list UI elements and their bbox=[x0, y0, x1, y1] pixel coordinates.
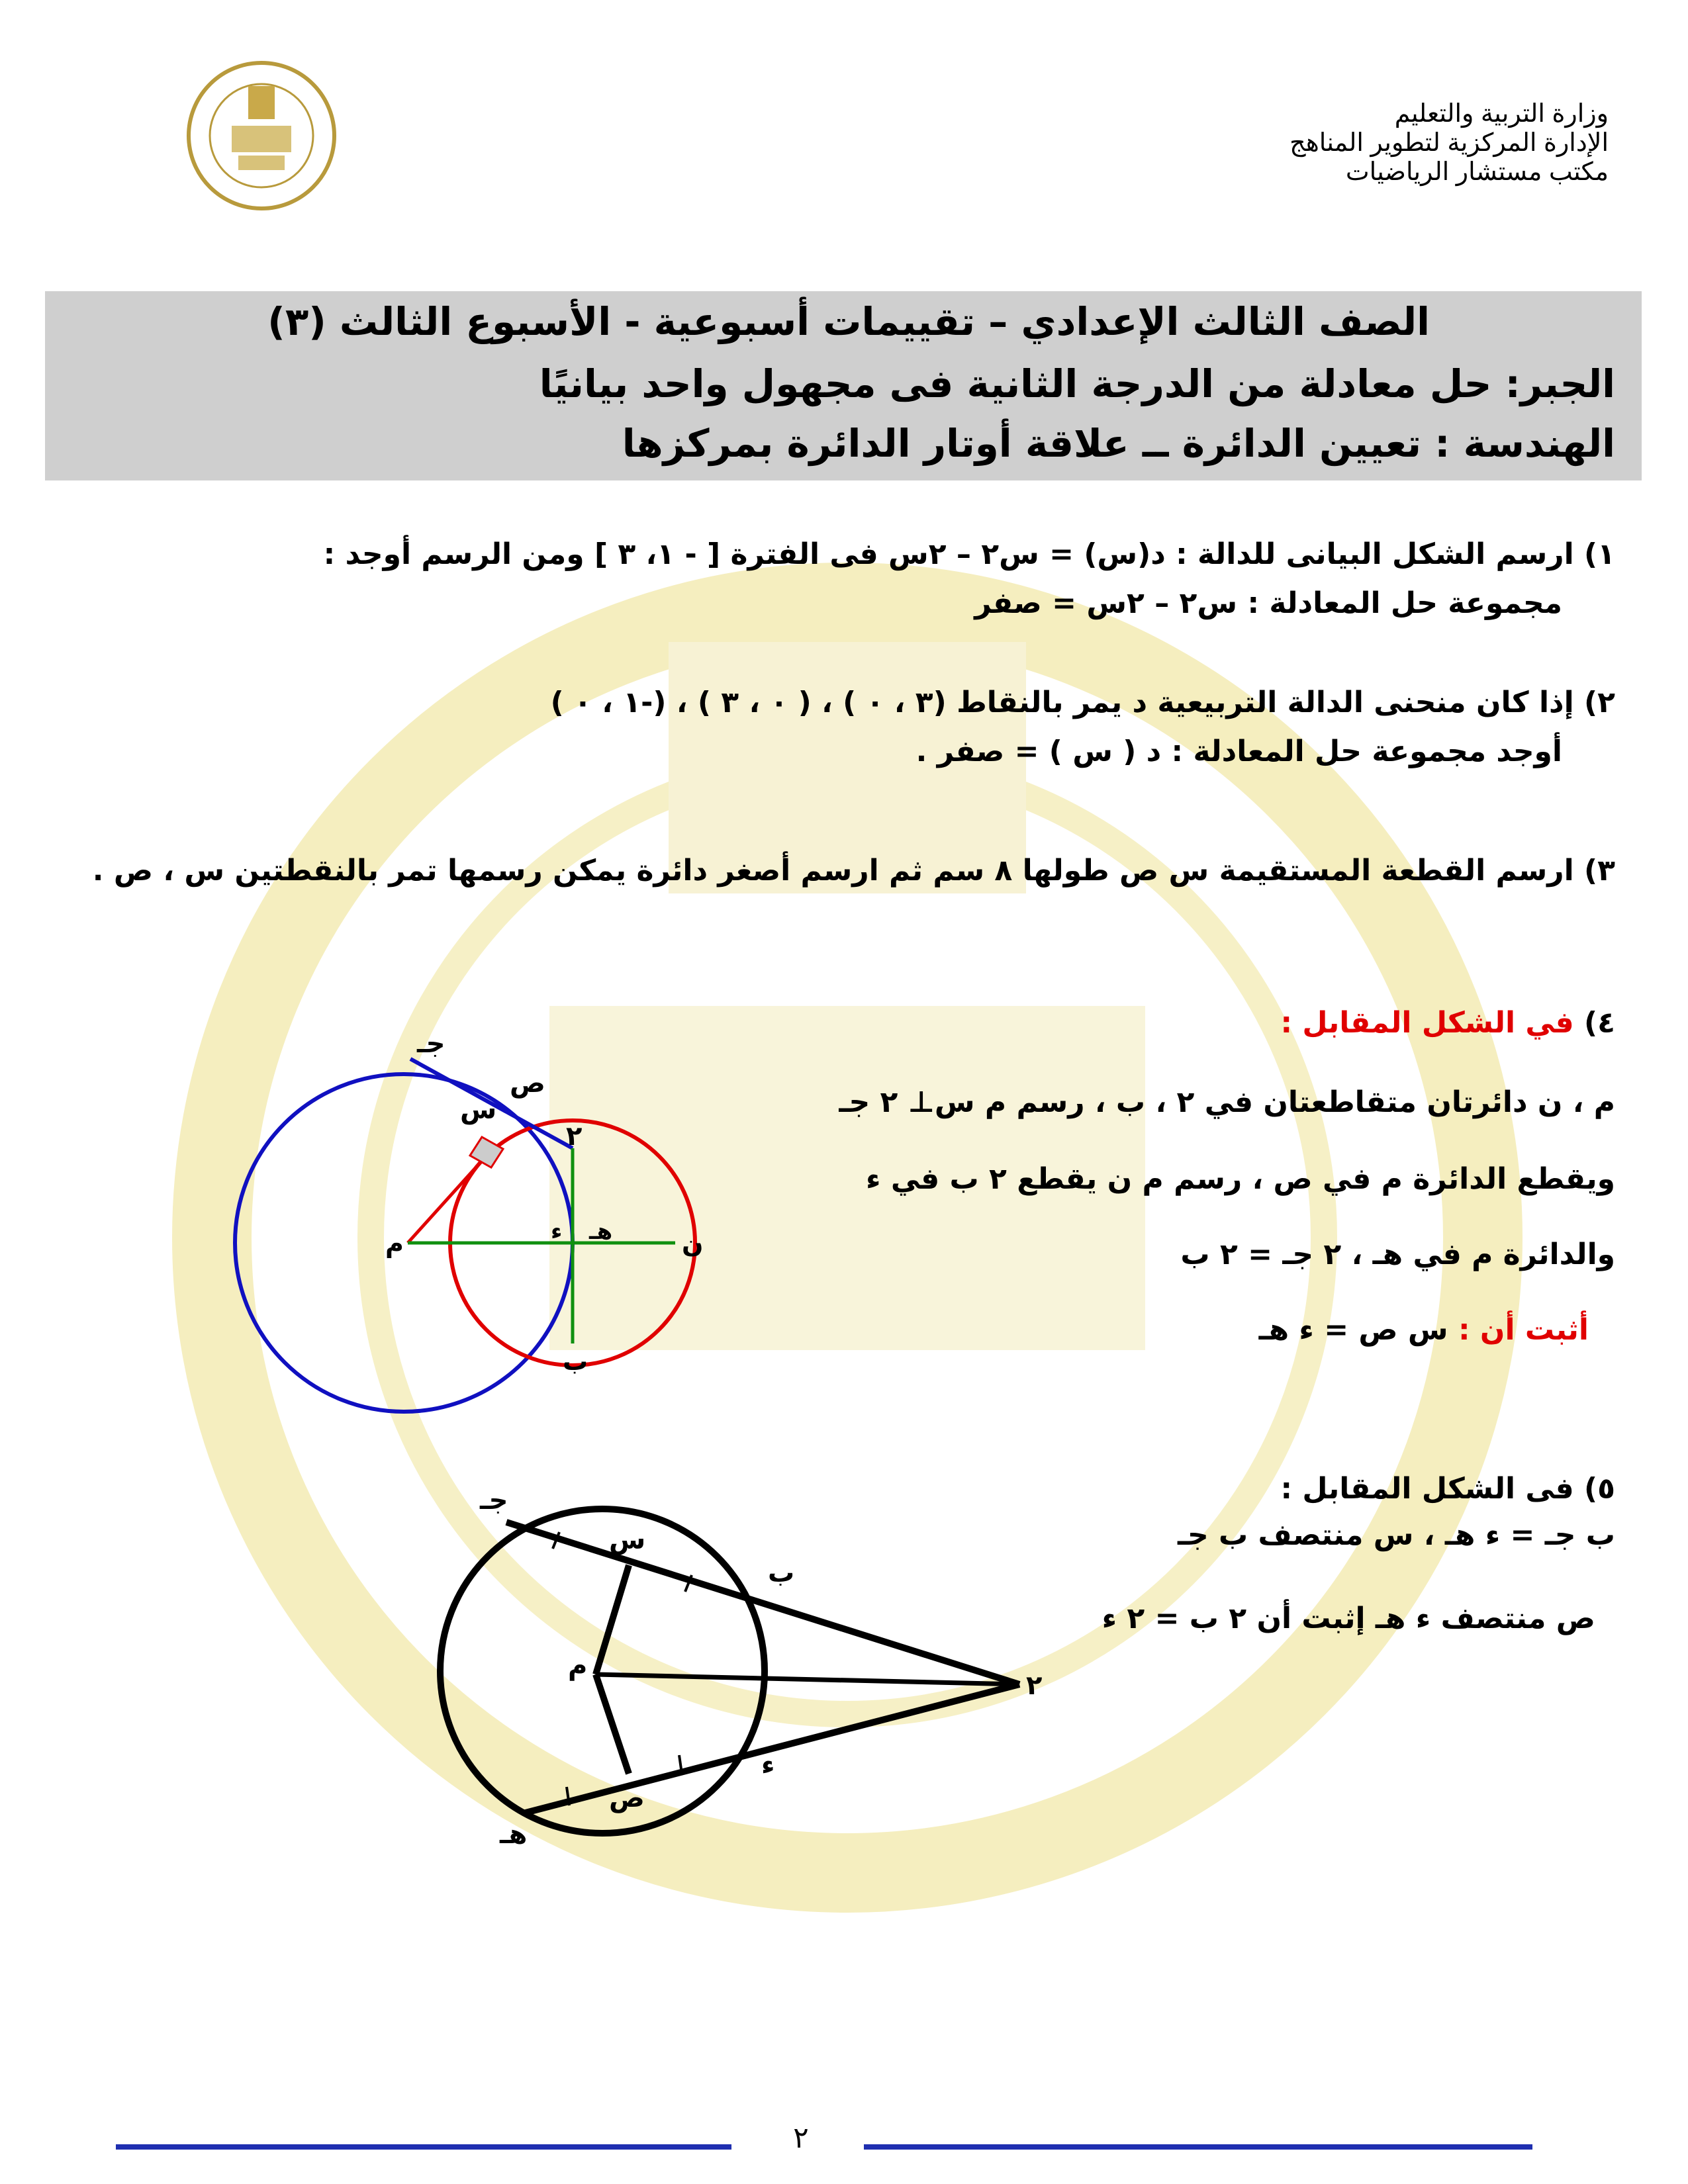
figure-5-circle bbox=[410, 1482, 1112, 1853]
page-number: ٢ bbox=[793, 2121, 809, 2155]
q4-heading bbox=[1281, 1006, 1616, 1040]
label-s-top: ص bbox=[510, 1068, 545, 1099]
line-ma bbox=[596, 1674, 1019, 1684]
ministry-line-3: مكتب مستشار الرياضيات bbox=[1345, 158, 1609, 186]
title-line-3: الهندسة : تعيين الدائرة ــ علاقة أوتار الدائرة بمركزها bbox=[622, 421, 1615, 466]
secant-ah bbox=[523, 1684, 1019, 1813]
q5-heading: ٥) فى الشكل المقابل : bbox=[1280, 1472, 1615, 1506]
ministry-logo-icon bbox=[185, 60, 338, 212]
label5-a: ٢ bbox=[1026, 1670, 1043, 1701]
ministry-header bbox=[1013, 99, 1609, 187]
q2-line-2: أوجد مجموعة حل المعادلة : د ( س ) = صفر . bbox=[915, 735, 1562, 768]
title-line-2: الجبر: حل معادلة من الدرجة الثانية فى مجهول واحد بيانيًا bbox=[539, 361, 1615, 406]
title-band bbox=[45, 291, 1642, 480]
label5-p: ص bbox=[609, 1783, 645, 1813]
label5-s: س bbox=[609, 1525, 646, 1555]
footer-line-right bbox=[864, 2144, 1532, 2150]
footer-line-left bbox=[116, 2144, 731, 2150]
figure-4-circles bbox=[218, 1032, 814, 1443]
q1-line-2: مجموعة حل المعادلة : س٢ – ٢س = صفر bbox=[974, 586, 1562, 620]
label5-b: ب bbox=[768, 1558, 795, 1588]
label5-m: م bbox=[568, 1651, 588, 1681]
ministry-line-1: وزارة التربية والتعليم bbox=[1394, 100, 1609, 128]
q4-line-3: والدائرة م في هـ ، ٢ جـ = ٢ ب bbox=[1180, 1238, 1615, 1271]
line-mp5 bbox=[596, 1674, 629, 1774]
q3-line-1: ٣) ارسم القطعة المستقيمة س ص طولها ٨ سم ثم ارسم أصغر دائرة يمكن رسمها تمر بالنقطتين س ، ص . bbox=[92, 854, 1615, 887]
q4-prove-label: أثبت أن : bbox=[1458, 1313, 1589, 1347]
label5-h: هـ bbox=[500, 1819, 528, 1850]
label-a: ٢ bbox=[566, 1121, 583, 1152]
label-h: هـ bbox=[589, 1218, 613, 1245]
label-n: ن bbox=[682, 1229, 704, 1258]
q5-line-2: ص منتصف ء هـ إثبت أن ٢ ب = ٢ ء bbox=[1102, 1602, 1595, 1635]
q4-line-2: ويقطع الدائرة م في ص ، رسم م ن يقطع ٢ ب في ء bbox=[866, 1162, 1615, 1196]
title-line-1: الصف الثالث الإعدادي – تقييمات أسبوعية - الأسبوع الثالث (٣) bbox=[267, 299, 1430, 344]
label-s: س bbox=[460, 1095, 497, 1125]
q4-line-1: م ، ن دائرتان متقاطعتان في ٢ ، ب ، رسم م س⊥ ٢ جـ bbox=[839, 1085, 1615, 1119]
q4-prove bbox=[1259, 1313, 1589, 1347]
label-m: م bbox=[385, 1229, 404, 1258]
q2-line-1: ٢) إذا كان منحنى الدالة التربيعية د يمر بالنقاط (٣ ، ٠ ) ، ( ٠ ، ٣ ) ، (-١ ، ٠ ) bbox=[550, 686, 1615, 719]
line-ms5 bbox=[596, 1565, 629, 1674]
label-b: ب bbox=[563, 1347, 588, 1376]
label-d: ء bbox=[551, 1218, 563, 1245]
label5-j: جـ bbox=[480, 1485, 508, 1516]
label-j: جـ bbox=[417, 1032, 445, 1059]
circle-m5 bbox=[440, 1509, 765, 1833]
ministry-line-2: الإدارة المركزية لتطوير المناهج bbox=[1289, 129, 1609, 157]
label5-d: ء bbox=[761, 1750, 775, 1780]
q4-heading-text: في الشكل المقابل : bbox=[1280, 1006, 1574, 1040]
q1-line-1: ١) ارسم الشكل البيانى للدالة : د(س) = س٢ – ٢س فى الفترة [ - ١، ٣ ] ومن الرسم أوجد : bbox=[323, 537, 1615, 571]
q5-line-1: ب جـ = ء هـ ، س منتصف ب جـ bbox=[1177, 1518, 1615, 1552]
q4-prove-text: س ص = ء هـ bbox=[1258, 1313, 1448, 1347]
right-angle-mark bbox=[470, 1137, 503, 1167]
q4-number: ٤) bbox=[1584, 1006, 1615, 1040]
